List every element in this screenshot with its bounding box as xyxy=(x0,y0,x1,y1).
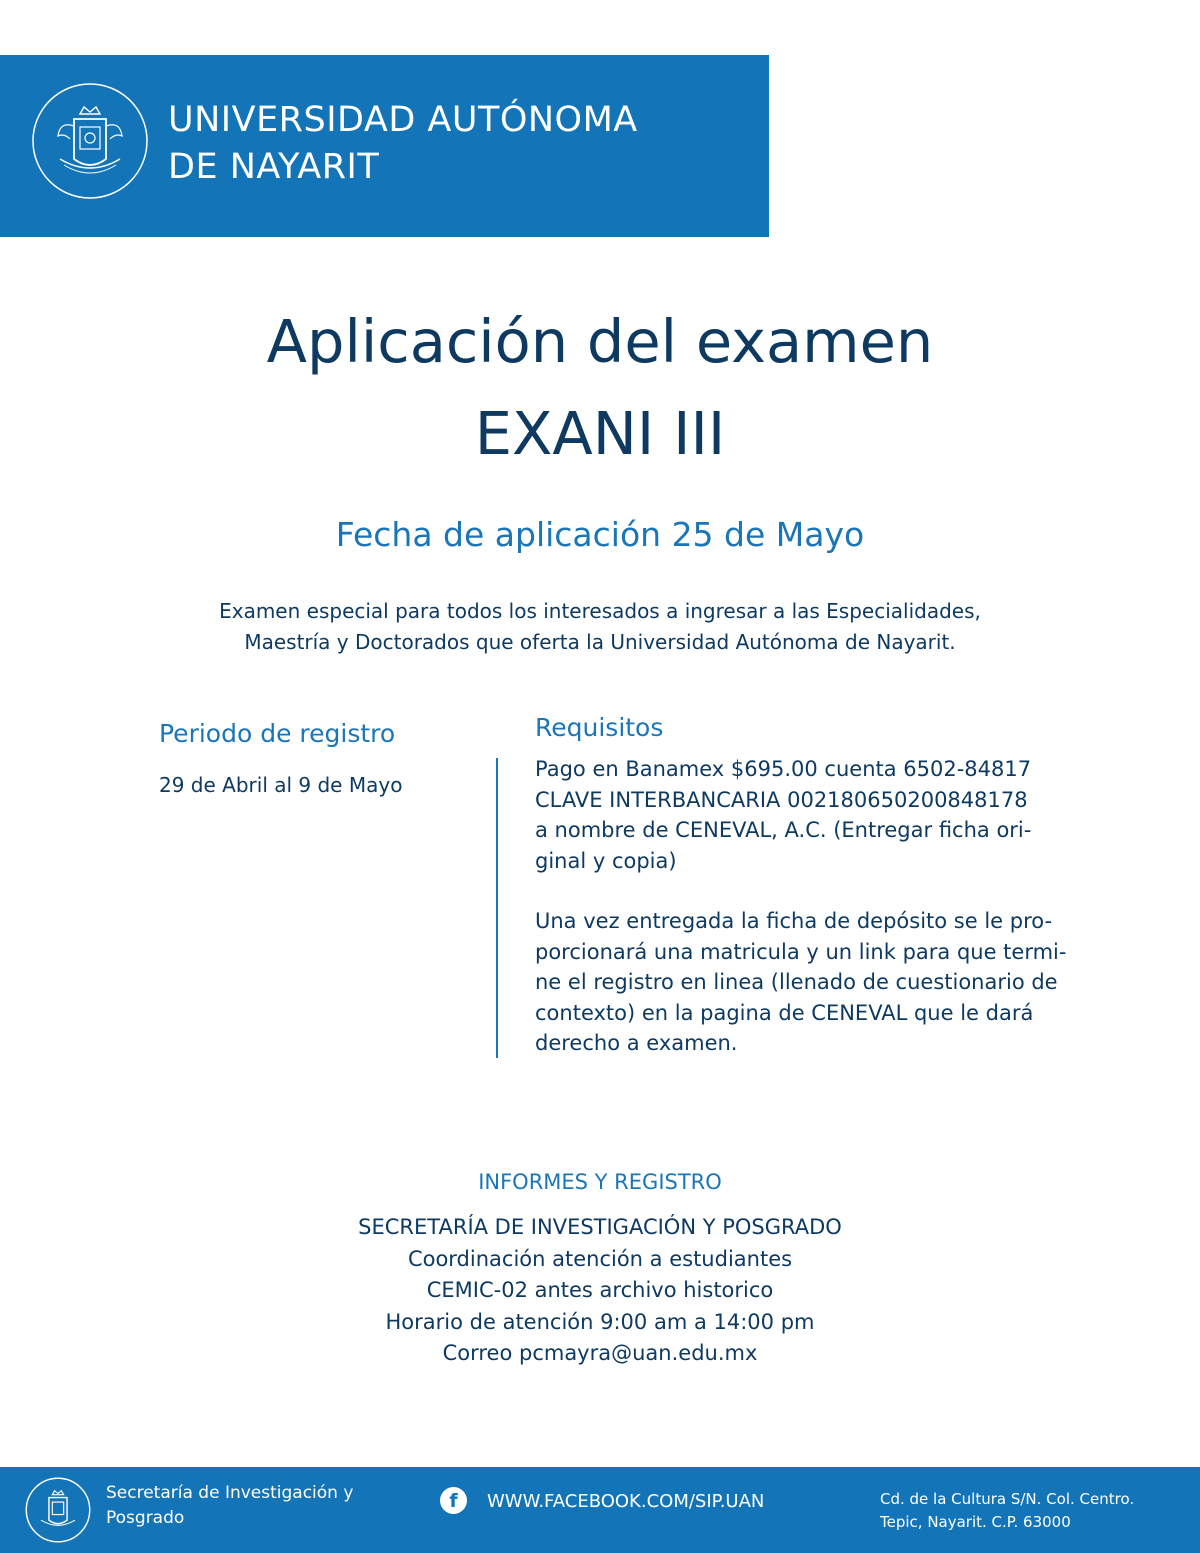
university-name-line2: DE NAYARIT xyxy=(168,147,380,187)
facebook-link[interactable]: WWW.FACEBOOK.COM/SIP.UAN xyxy=(487,1491,765,1512)
university-name xyxy=(168,97,638,191)
facebook-icon[interactable]: f xyxy=(440,1487,467,1514)
requirement-line: porcionará una matricula y un link para que termi- xyxy=(535,939,1067,964)
footer-address-line1: Cd. de la Cultura S/N. Col. Centro. xyxy=(880,1490,1135,1508)
registration-period: 29 de Abril al 9 de Mayo xyxy=(159,773,403,797)
footer-address xyxy=(880,1488,1134,1534)
header-band xyxy=(0,55,769,237)
registration-heading: Periodo de registro xyxy=(159,719,396,748)
title-line1: Aplicación del examen xyxy=(266,307,934,376)
intro-line1: Examen especial para todos los interesados a ingresar a las Especialidades, xyxy=(219,599,981,623)
university-seal-icon xyxy=(24,1476,92,1544)
footer-office-line1: Secretaría de Investigación y xyxy=(106,1483,354,1503)
column-divider xyxy=(496,758,498,1058)
requirements-payment xyxy=(535,754,1031,876)
requirement-line: contexto) en la pagina de CENEVAL que le dará xyxy=(535,1000,1034,1025)
informes-line: Coordinación atención a estudiantes xyxy=(407,1246,793,1271)
requirement-line: ginal y copia) xyxy=(535,848,677,873)
footer-office-line2: Posgrado xyxy=(106,1508,185,1528)
footer-address-line2: Tepic, Nayarit. C.P. 63000 xyxy=(880,1513,1071,1531)
university-seal-icon xyxy=(30,81,150,201)
informes-details xyxy=(0,1212,1200,1370)
requirement-line: CLAVE INTERBANCARIA 002180650200848178 xyxy=(535,787,1028,812)
intro-line2: Maestría y Doctorados que oferta la Universidad Autónoma de Nayarit. xyxy=(244,630,956,654)
university-name-line1: UNIVERSIDAD AUTÓNOMA xyxy=(168,100,638,140)
informes-line: CEMIC-02 antes archivo historico xyxy=(426,1278,774,1302)
title-line2: EXANI III xyxy=(474,399,726,468)
informes-line: SECRETARÍA DE INVESTIGACIÓN Y POSGRADO xyxy=(358,1215,842,1239)
requirement-line: Una vez entregada la ficha de depósito se le pro- xyxy=(535,909,1053,933)
exam-date: Fecha de aplicación 25 de Mayo xyxy=(335,515,865,554)
informes-heading: INFORMES Y REGISTRO xyxy=(478,1170,722,1194)
page-title xyxy=(0,296,1200,480)
informes-line: Horario de atención 9:00 am a 14:00 pm xyxy=(385,1309,815,1334)
intro-text xyxy=(0,596,1200,658)
requirement-line: ne el registro en linea (llenado de cuestionario de xyxy=(535,970,1058,994)
footer-band xyxy=(0,1467,1200,1553)
requirement-line: a nombre de CENEVAL, A.C. (Entregar ficha ori- xyxy=(535,818,1032,842)
informes-email[interactable]: Correo pcmayra@uan.edu.mx xyxy=(442,1341,758,1365)
requirements-heading: Requisitos xyxy=(535,713,664,742)
requirement-line: Pago en Banamex $695.00 cuenta 6502-84817 xyxy=(535,757,1032,781)
requirements-registration xyxy=(535,906,1066,1059)
footer-office xyxy=(106,1481,353,1531)
requirement-line: derecho a examen. xyxy=(535,1031,738,1055)
